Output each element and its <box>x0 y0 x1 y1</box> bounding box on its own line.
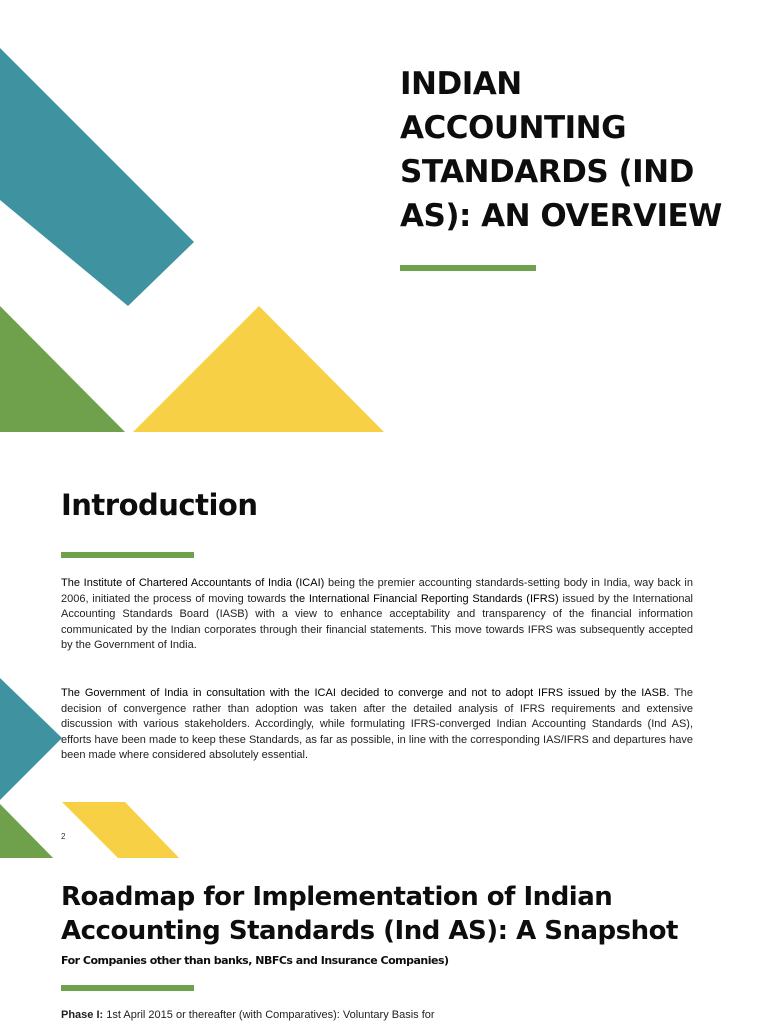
page-number: 2 <box>61 832 66 841</box>
green-triangle-shape <box>0 804 60 858</box>
phase-text: 1st April 2015 or thereafter (with Comparatives): Voluntary Basis for <box>103 1009 435 1021</box>
teal-band-shape <box>0 48 194 306</box>
green-triangle-shape <box>0 306 125 432</box>
intro-paragraph-2 <box>61 686 693 764</box>
decorative-shapes <box>0 0 400 434</box>
section-heading: Introduction <box>61 488 258 522</box>
phase-label: Phase I: <box>61 1009 104 1021</box>
paragraph-emphasis: The Government of India in consultation with the ICAI decided to converge and not to adopt IFRS issued by the IASB. <box>61 687 670 699</box>
introduction-slide <box>0 434 768 858</box>
roadmap-slide <box>0 858 768 1024</box>
slide-title: INDIAN ACCOUNTING STANDARDS (IND AS): AN OVERVIEW <box>400 66 722 234</box>
yellow-strip-shape <box>62 802 186 858</box>
title-underline <box>400 265 536 271</box>
paragraph-text: being the premier accounting standards-setting body in India, way back in 2006, initiated the process of moving towards <box>61 577 693 605</box>
paragraph-text: issued by the International Accounting Standards Board (IASB) with a view to enhance acceptability and transparency of the financial information communicated by the Indian corporates through their financial statements. This move towards IFRS was subsequently accepted by the Government of India. <box>61 592 694 651</box>
paragraph-emphasis: The Institute of Chartered Accountants of India (ICAI) <box>61 577 325 589</box>
phase-line <box>61 1009 435 1021</box>
yellow-triangle-shape <box>133 306 384 432</box>
section-subheading: For Companies other than banks, NBFCs and Insurance Companies) <box>61 954 449 967</box>
paragraph-emphasis: the International Financial Reporting Standards (IFRS) <box>289 592 559 605</box>
heading-underline <box>61 985 194 991</box>
section-heading: Roadmap for Implementation of Indian Accounting Standards (Ind AS): A Snapshot <box>61 882 678 946</box>
intro-paragraph-1 <box>61 576 693 654</box>
heading-underline <box>61 552 194 558</box>
title-slide <box>0 0 768 434</box>
teal-diamond-shape <box>0 678 62 800</box>
paragraph-text: The decision of convergence rather than adoption was taken after the detailed analysis of IFRS requirements and extensive discussion with various stakeholders. Accordingly, while formulating IFRS-converged Indian Accounting Standards (Ind AS), efforts have been made to keep these Standards, as far as possible, in line with the corresponding IAS/IFRS and departures have been made where considered absolutely essential. <box>61 687 693 761</box>
